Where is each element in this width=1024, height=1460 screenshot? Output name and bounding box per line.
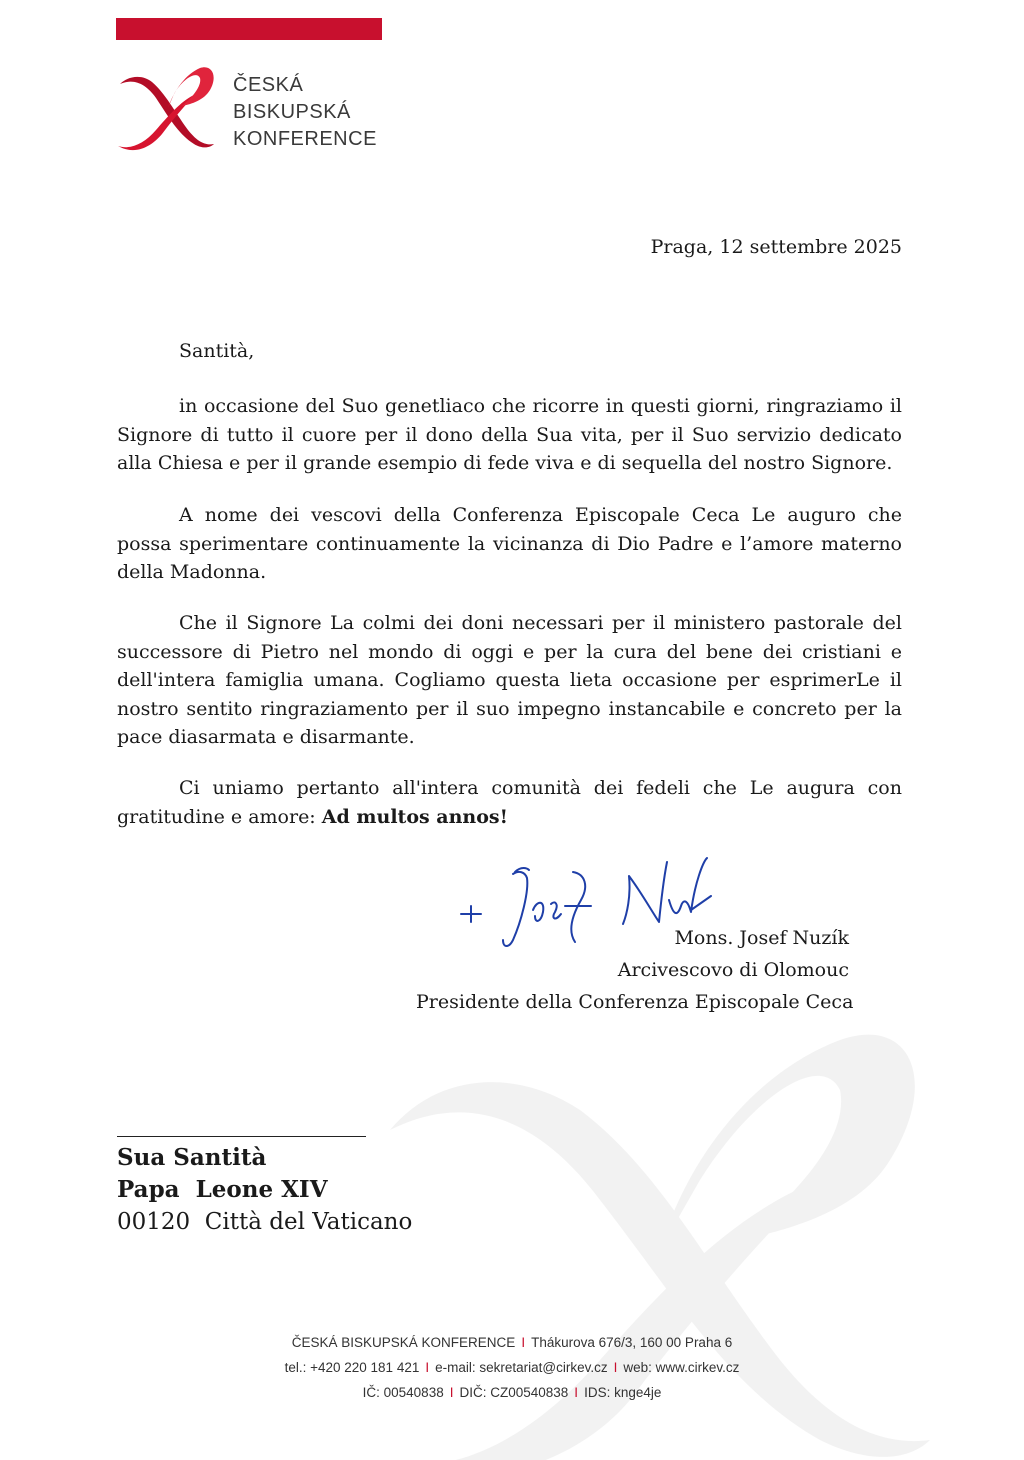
- signer-role: Presidente della Conferenza Episcopale Ceca: [416, 991, 854, 1013]
- footer-line-1: [0, 1330, 1024, 1355]
- paragraph-text: A nome dei vescovi della Conferenza Episcopale Ceca Le auguro che possa sperimentare continuamente la vicinanza di Dio Padre e l’amore materno della Madonna.: [117, 504, 902, 583]
- footer: [0, 1330, 1024, 1405]
- footer-line-2: [0, 1355, 1024, 1380]
- footer-address: Thákurova 676/3, 160 00 Praha 6: [531, 1335, 733, 1350]
- header-accent-bar: [116, 18, 382, 40]
- cbk-logo-icon: [116, 64, 216, 154]
- paragraph-text: in occasione del Suo genetliaco che ricorre in questi giorni, ringraziamo il Signore di tutto il cuore per il dono della Sua vita, per il Suo servizio dedicato alla Chiesa e per il grande esempio di fede viva e di sequella del nostro Signore.: [117, 395, 902, 474]
- footer-dic: DIČ: CZ00540838: [459, 1385, 569, 1400]
- footer-phone: tel.: +420 220 181 421: [284, 1360, 420, 1375]
- signature-block: [416, 922, 854, 1018]
- brand-line-3: KONFERENCE: [233, 128, 377, 150]
- footer-org: ČESKÁ BISKUPSKÁ KONFERENCE: [291, 1335, 516, 1350]
- brand-line-2: BISKUPSKÁ: [233, 101, 351, 123]
- letter-date: Praga, 12 settembre 2025: [650, 236, 902, 258]
- footer-separator: I: [574, 1385, 579, 1400]
- brand-name: [233, 72, 377, 153]
- closing-wish: Ad multos annos!: [321, 805, 508, 828]
- paragraph-text: Che il Signore La colmi dei doni necessari per il ministero pastorale del successore di Pietro nel mondo di oggi e per la cura del bene dei cristiani e dell'intera famiglia umana. Cogliamo questa lieta occasione per esprimerLe il nostro sentito ringraziamento per il suo impegno instancabile e concreto per la pace diasarmata e disarmante.: [117, 612, 902, 748]
- recipient-line-2: Papa Leone XIV: [117, 1176, 328, 1203]
- recipient-line-3: 00120 Città del Vaticano: [117, 1209, 413, 1235]
- closing-paragraph: [117, 774, 902, 831]
- paragraph-1: [117, 392, 902, 478]
- recipient-line-1: Sua Santità: [117, 1144, 267, 1171]
- paragraph-2: [117, 501, 902, 587]
- signer-title: Arcivescovo di Olomouc: [617, 959, 849, 981]
- closing-text-body: Ci uniamo pertanto all'intera comunità dei fedeli che Le augura con gratitudine e amore:: [117, 777, 902, 828]
- footer-web: web: www.cirkev.cz: [623, 1360, 740, 1375]
- footer-email: e-mail: sekretariat@cirkev.cz: [435, 1360, 608, 1375]
- footer-separator: I: [425, 1360, 430, 1375]
- salutation: Santità,: [179, 340, 255, 362]
- footer-line-3: [0, 1380, 1024, 1405]
- paragraph-3: [117, 609, 902, 752]
- footer-separator: I: [449, 1385, 454, 1400]
- closing-text: [117, 774, 902, 831]
- footer-separator: I: [613, 1360, 618, 1375]
- recipient-address: [117, 1142, 412, 1238]
- signer-name: Mons. Josef Nuzík: [674, 927, 849, 949]
- footer-separator: I: [521, 1335, 526, 1350]
- footer-ids: IDS: knge4je: [584, 1385, 662, 1400]
- address-divider: [117, 1136, 366, 1137]
- brand-line-1: ČESKÁ: [233, 74, 304, 96]
- footer-ic: IČ: 00540838: [362, 1385, 444, 1400]
